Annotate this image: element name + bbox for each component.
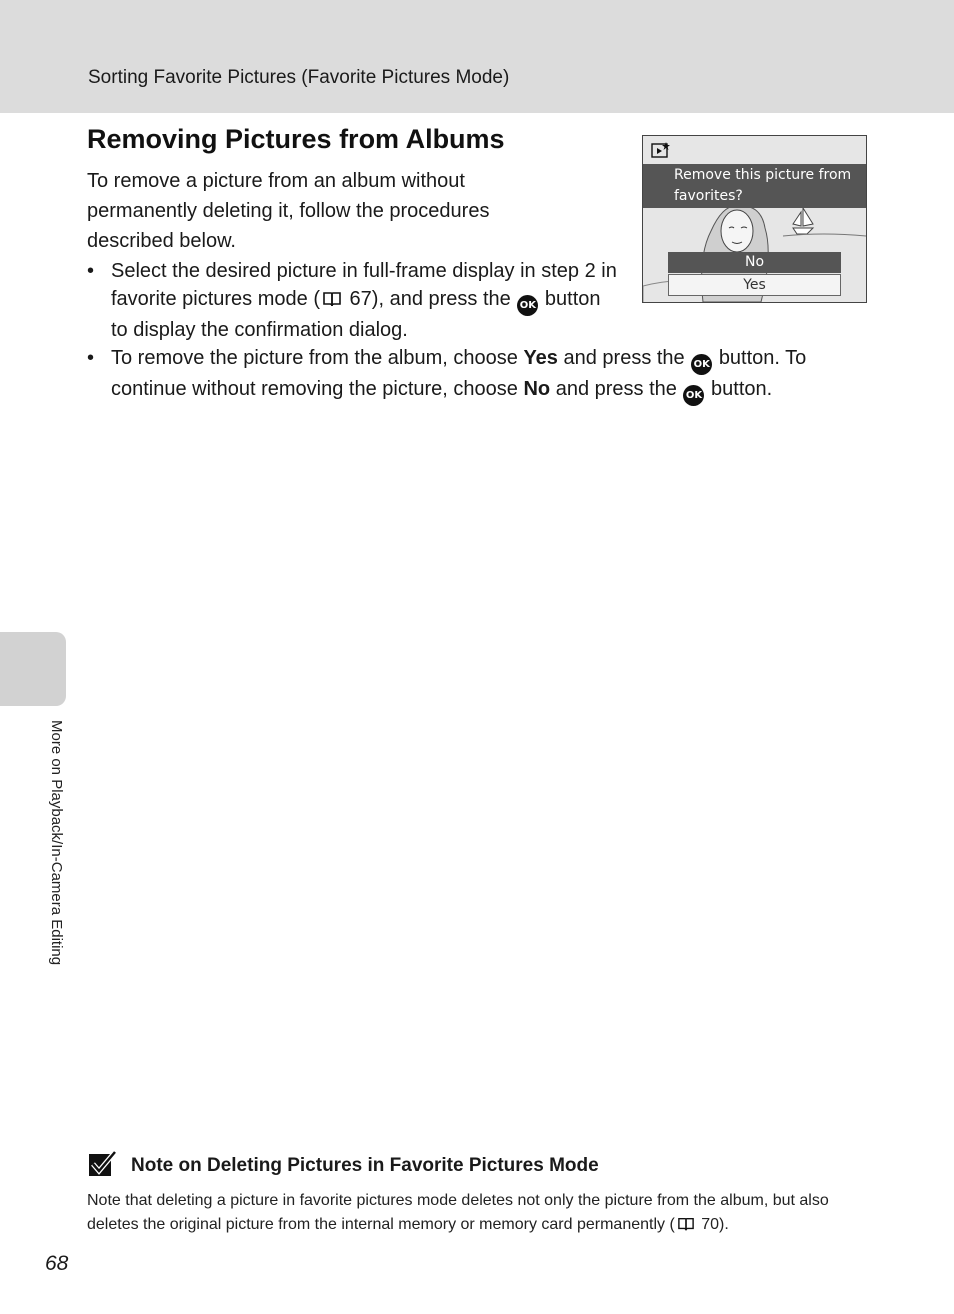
no-option-name: No: [523, 378, 551, 400]
note-title: Note on Deleting Pictures in Favorite Pictures Mode: [131, 1155, 599, 1176]
chapter-tab-label: More on Playback/In-Camera Editing: [48, 720, 65, 966]
ok-button-icon: OK: [691, 354, 712, 375]
page-ref: 67), and press the: [349, 288, 511, 310]
bullet-dot: •: [87, 347, 95, 369]
checkmark-icon: [88, 1150, 118, 1178]
favorites-mode-icon: [651, 141, 671, 159]
book-reference-icon: [677, 1216, 695, 1240]
bullet-item-remove: [87, 344, 877, 404]
bullet-text-part: and press the: [563, 347, 685, 369]
bullet-text-part: and press the: [555, 378, 677, 400]
chapter-tab: [0, 632, 66, 706]
ok-button-icon: OK: [517, 295, 538, 316]
option-no: No: [668, 252, 841, 273]
confirmation-prompt: [643, 164, 866, 208]
bullet-text: [111, 344, 877, 406]
page-number: 68: [45, 1252, 69, 1275]
camera-screen-illustration: [642, 135, 867, 303]
note-body: [87, 1189, 877, 1240]
note-body-text: Note that deleting a picture in favorite pictures mode deletes not only the picture from the album, but also deletes the original picture from the internal memory or memory card permanently (: [87, 1192, 829, 1233]
yes-option-name: Yes: [523, 347, 558, 369]
intro-paragraph: To remove a picture from an album without permanently deleting it, follow the procedures described below.: [87, 170, 490, 252]
bullet-text-part: button.: [711, 378, 773, 400]
page-ref: 70).: [701, 1216, 729, 1233]
bullet-text-part: button. To continue without removing the picture, choose: [111, 347, 807, 400]
option-yes: Yes: [668, 274, 841, 296]
bullet-item-select: [87, 257, 617, 347]
bullet-text: [111, 257, 617, 344]
running-header: Sorting Favorite Pictures (Favorite Pictures Mode): [88, 67, 510, 88]
section-title: Removing Pictures from Albums: [87, 124, 505, 154]
book-reference-icon: [322, 288, 342, 316]
bullet-text-part: button to display the confirmation dialog.: [111, 288, 601, 341]
ok-button-icon: OK: [683, 385, 704, 406]
bullet-text-part: Select the desired picture in full-frame display in step 2 in favorite pictures mode (: [111, 260, 617, 310]
prompt-text: Remove this picture from favorites?: [674, 167, 852, 204]
header-band: [0, 0, 954, 113]
bullet-dot: •: [87, 260, 95, 282]
bullet-text-part: To remove the picture from the album, choose: [111, 347, 518, 369]
